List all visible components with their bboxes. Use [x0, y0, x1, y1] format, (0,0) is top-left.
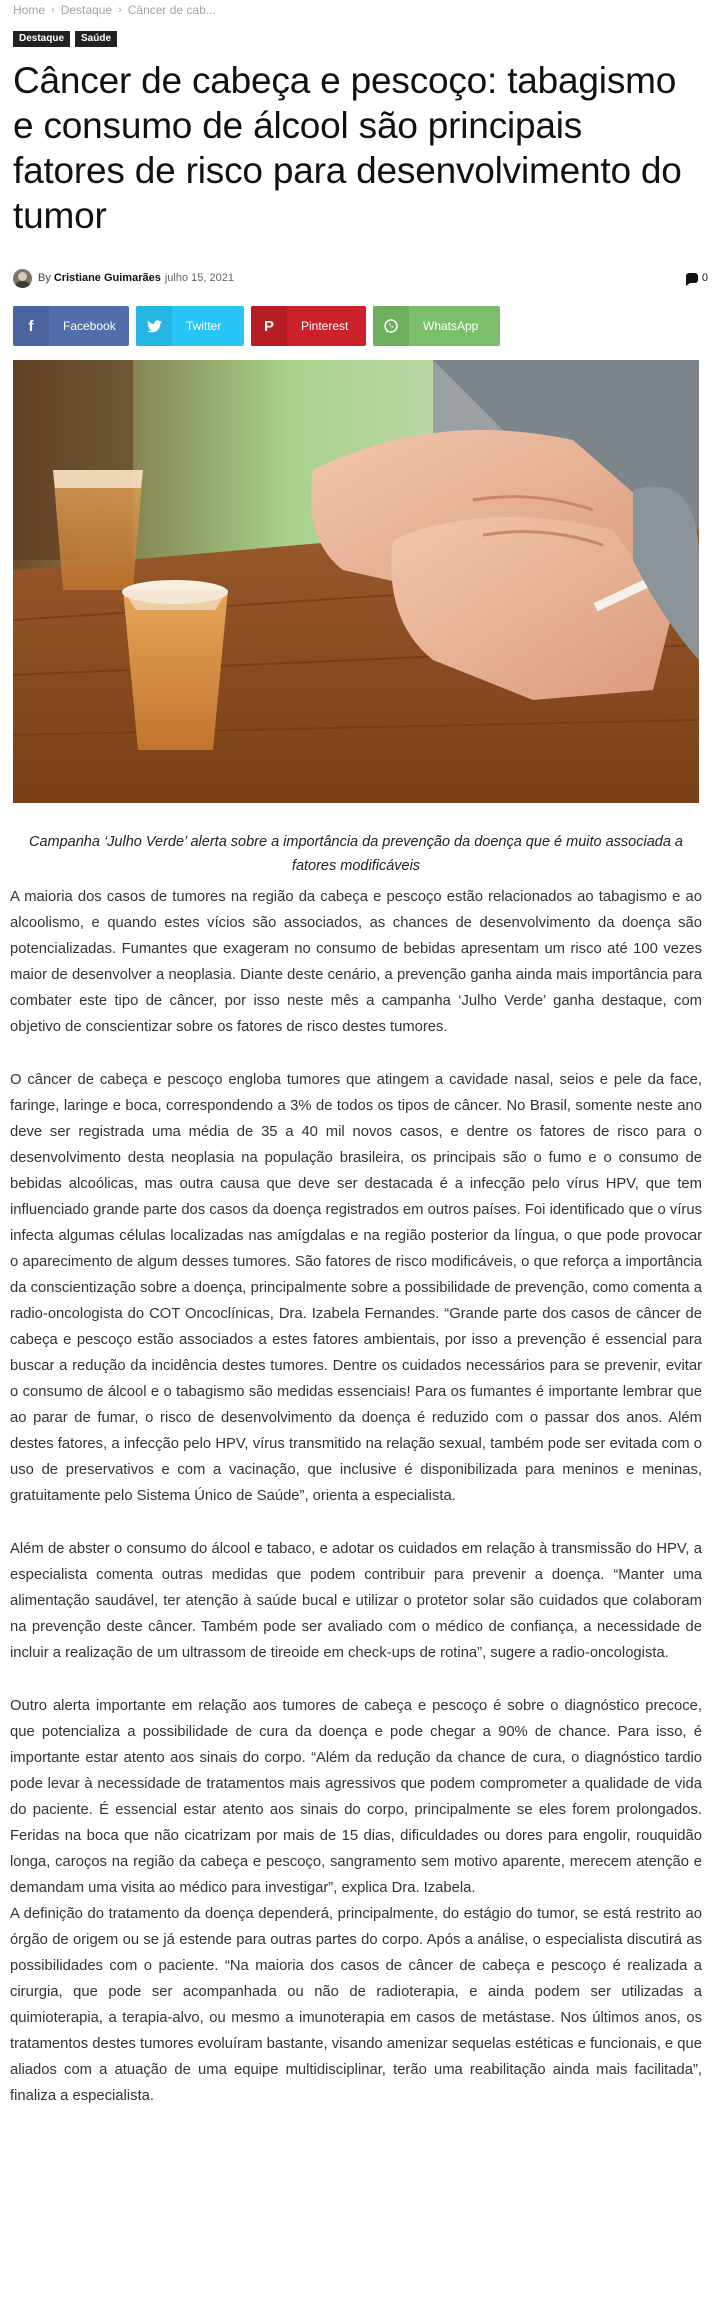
image-caption: Campanha ‘Julho Verde’ alerta sobre a importância da prevenção da doença que é muito associada a fatores modificáveis	[29, 834, 683, 874]
featured-image-illustration	[13, 360, 699, 803]
breadcrumb	[13, 0, 216, 20]
by-label: By	[38, 272, 51, 284]
article-paragraph-5: A definição do tratamento da doença dependerá, principalmente, do estágio do tumor, se está restrito ao órgão de origem ou se já estende para outras partes do corpo. Após a análise, o especialista discutirá as possibilidades com o paciente. “Na maioria dos casos de câncer de cabeça e pescoço é realizada a cirurgia, que pode ser acompanhada ou não de radioterapia, e ainda podem ser utilizadas a quimioterapia, a terapia-alvo, ou mesmo a imunoterapia em casos de metástase. Nos últimos anos, os tratamentos destes tumores evoluíram bastante, visando amenizar sequelas estéticas e funcionais, e que aliados com a atuação de uma equipe multidisciplinar, terão uma reabilitação ainda mais facilitada”, finaliza a especialista.	[10, 1906, 702, 2104]
author-name[interactable]: Cristiane Guimarães	[53, 272, 161, 284]
publish-date: julho 15, 2021	[164, 272, 234, 284]
article-paragraph-1: A maioria dos casos de tumores na região da cabeça e pescoço estão relacionados ao tabagismo e ao alcoolismo, e quando estes vícios são associados, as chances de desenvolvimento da doença são potencializadas. Fumantes que exageram no consumo de bebidas apresentam um risco até 100 vezes maior de desenvolver a neoplasia. Diante deste cenário, a prevenção ganha ainda mais importância para combater este tipo de câncer, por isso neste mês a campanha ‘Julho Verde’ ganha destaque, com objetivo de conscientizar sobre os fatores de risco destes tumores.	[10, 889, 702, 1035]
category-tags	[13, 31, 117, 47]
breadcrumb-home[interactable]: Home	[13, 3, 46, 17]
whatsapp-icon	[373, 306, 409, 346]
share-buttons	[13, 306, 500, 346]
share-facebook-button[interactable]	[13, 306, 129, 346]
breadcrumb-separator-icon: ›	[118, 4, 122, 16]
breadcrumb-separator-icon: ›	[51, 4, 55, 16]
breadcrumb-section[interactable]: Destaque	[60, 3, 113, 17]
breadcrumb-current: Câncer de cab...	[127, 3, 216, 17]
pinterest-icon: P	[251, 306, 287, 346]
share-pinterest-label: Pinterest	[301, 319, 349, 333]
article-paragraph-3: Além de abster o consumo do álcool e tabaco, e adotar os cuidados em relação à transmissão do HPV, a especialista comenta outras medidas que podem contribuir para prevenir a doença. “Manter uma alimentação saudável, ter atenção à saúde bucal e utilizar o protetor solar são cuidados que colaboram na prevenção deste câncer. Também pode ser avaliado com o médico de confiança, a necessidade de incluir a realização de um ultrassom de tireoide em check-ups de rotina”, sugere a radio-oncologista.	[10, 1541, 702, 1661]
share-whatsapp-button[interactable]	[373, 306, 500, 346]
share-whatsapp-label: WhatsApp	[423, 319, 479, 333]
author-avatar[interactable]	[13, 269, 32, 288]
featured-image	[13, 360, 699, 803]
comment-icon	[686, 273, 698, 283]
category-tag-saude[interactable]: Saúde	[75, 31, 117, 47]
share-twitter-label: Twitter	[186, 319, 222, 333]
comments-link[interactable]	[686, 272, 708, 284]
article-paragraph-2: O câncer de cabeça e pescoço engloba tumores que atingem a cavidade nasal, seios e pele da face, faringe, laringe e boca, correspondendo a 3% de todos os tipos de câncer. No Brasil, somente neste ano deve ser registrada uma média de 35 a 40 mil novos casos, e dentre os fatores de risco para o desenvolvimento desta neoplasia na população brasileira, os principais são o fumo e o consumo de bebidas alcoólicas, mas outra causa que deve ser destacada é a infecção pelo vírus HPV, que tem influenciado grande parte dos casos da doença registrados em outros países. Foi identificado que o vírus infecta algumas células localizadas nas amígdalas e na região posterior da língua, o que pode provocar o aparecimento de algum desses tumores. São fatores de risco modificáveis, o que reforça a importância da conscientização sobre a doença, principalmente sobre a possibilidade de prevenção, como comenta a radio-oncologista do COT Oncoclínicas, Dra. Izabela Fernandes. “Grande parte dos casos de câncer de cabeça e pescoço estão associados a estes fatores ambientais, por isso a prevenção é essencial para buscar a redução da incidência destes tumores. Dentre os cuidados necessários para se prevenir, evitar o consumo de álcool e o tabagismo são medidas essenciais! Para os fumantes é importante lembrar que ao parar de fumar, o risco de desenvolvimento da doença é reduzido com o passar dos anos. Além destes fatores, a infecção pelo HPV, vírus transmitido na relação sexual, também pode ser evitada com o uso de preservativos e com a vacinação, que inclusive é disponibilizada para meninos e meninas, gratuitamente pelo Sistema Único de Saúde”, orienta a especialista.	[10, 1072, 702, 1504]
article-meta	[13, 268, 708, 288]
share-pinterest-button[interactable]	[251, 306, 366, 346]
facebook-icon: f	[13, 306, 49, 346]
share-twitter-button[interactable]	[136, 306, 244, 346]
article-body	[10, 884, 702, 2109]
category-tag-destaque[interactable]: Destaque	[13, 31, 70, 47]
article-title: Câncer de cabeça e pescoço: tabagismo e consumo de álcool são principais fatores de risco para desenvolvimento do tumor	[13, 60, 682, 236]
article-paragraph-4: Outro alerta importante em relação aos tumores de cabeça e pescoço é sobre o diagnóstico precoce, que potencializa a possibilidade de cura da doença e pode chegar a 90% de chance. Para isso, é importante estar atento aos sinais do corpo. “Além da redução da chance de cura, o diagnóstico tardio pode levar à necessidade de tratamentos mais agressivos que podem comprometer a qualidade de vida do paciente. É essencial estar atento aos sinais do corpo, principalmente se eles forem prolongados. Feridas na boca que não cicatrizam por mais de 15 dias, dificuldades ou dores para engolir, rouquidão longa, caroços na região da cabeça e pescoço, sangramento sem motivo aparente, merecem atenção e demandam uma visita ao médico para investigar”, explica Dra. Izabela.	[10, 1698, 702, 1896]
share-facebook-label: Facebook	[63, 319, 116, 333]
twitter-icon	[136, 306, 172, 346]
comments-count: 0	[701, 272, 708, 284]
